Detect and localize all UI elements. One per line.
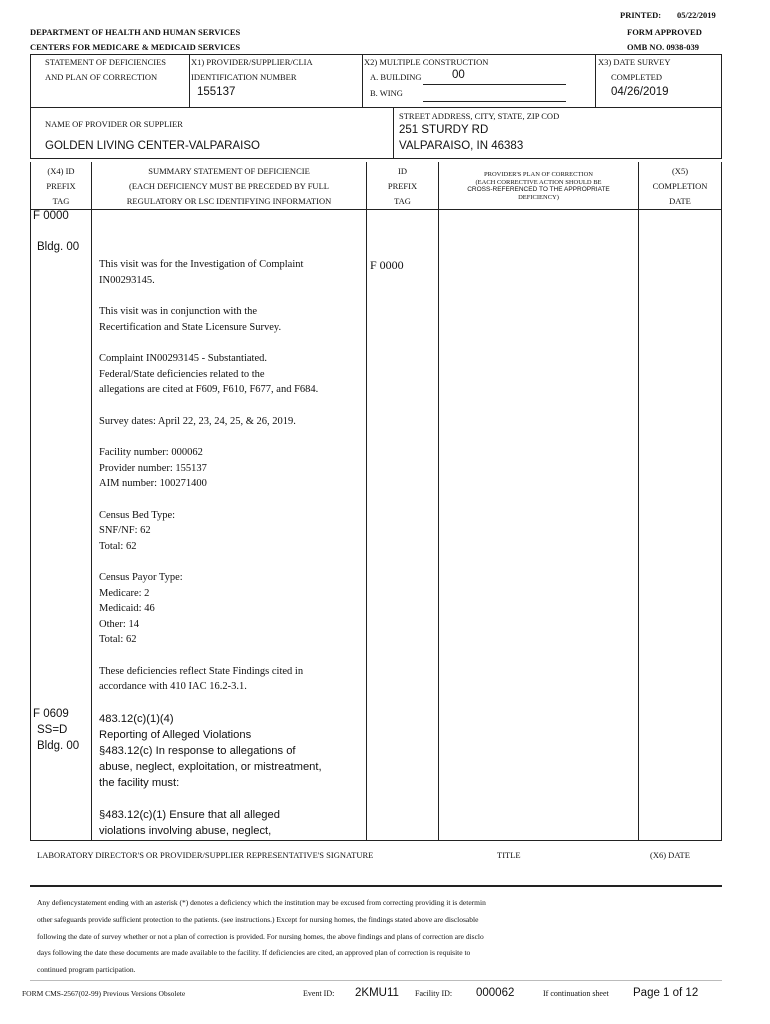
divider	[30, 54, 31, 107]
summary-paragraph	[99, 414, 364, 430]
provider-name-label: NAME OF PROVIDER OR SUPPLIER	[45, 119, 183, 129]
summary-line: Other: 14	[99, 618, 139, 630]
summary-line: Total: 62	[99, 634, 137, 645]
divider	[30, 980, 722, 981]
provider-name-value: GOLDEN LIVING CENTER-VALPARAISO	[45, 140, 260, 152]
wing-label: B. WING	[370, 88, 403, 98]
divider	[30, 158, 722, 159]
disclaimer-text	[37, 895, 486, 979]
summary-paragraph	[99, 807, 364, 839]
disclaimer-line: other safeguards provide sufficient protection to the patients. (see instructions.) Except for nursing homes, the findings stated above are disclosable	[37, 914, 479, 924]
provider-id-value: 155137	[197, 86, 236, 98]
summary-line: violations involving abuse, neglect,	[99, 824, 272, 837]
statement-label-line2: AND PLAN OF CORRECTION	[45, 72, 158, 82]
building-value: 00	[452, 69, 465, 81]
divider	[30, 107, 31, 158]
summary-header-line3: REGULATORY OR LSC IDENTIFYING INFORMATION	[126, 196, 332, 206]
signature-label: LABORATORY DIRECTOR'S OR PROVIDER/SUPPLIER REPRESENTATIVE'S SIGNATURE	[37, 850, 374, 860]
omb-number: OMB NO. 0938-039	[627, 42, 700, 52]
summary-line: Survey dates: April 22, 23, 24, 25, & 26, 2019.	[99, 415, 296, 427]
x4-header-line2: PREFIX	[46, 181, 76, 191]
date-label: (X6) DATE	[650, 850, 690, 860]
column-divider	[638, 162, 639, 841]
summary-paragraph	[99, 570, 364, 648]
table-border-bottom	[30, 840, 722, 841]
continuation-label: If continuation sheet	[543, 989, 609, 998]
facility-id-label: Facility ID:	[415, 989, 453, 998]
id-prefix-tag: F 0000	[370, 258, 404, 272]
summary-line: IN00293145.	[99, 274, 155, 286]
summary-paragraph	[99, 508, 364, 555]
provider-id-label-line1: X1) PROVIDER/SUPPLIER/CLIA	[191, 57, 313, 67]
column-divider	[91, 162, 92, 841]
summary-line: Provider number: 155137	[99, 462, 207, 474]
summary-line: This visit was in conjunction with the	[99, 306, 258, 317]
disclaimer-line: continued program participation.	[37, 965, 136, 975]
x5-header-line1: (X5)	[671, 166, 689, 176]
facility-id-value: 000062	[476, 987, 515, 999]
summary-paragraph	[99, 711, 364, 791]
summary-line: 483.12(c)(1)(4)	[99, 712, 174, 725]
building-tag: Bldg. 00	[37, 740, 80, 752]
multiple-construction-label: X2) MULTIPLE CONSTRUCTION	[364, 57, 489, 67]
wing-underline	[423, 101, 566, 102]
poc-header-line2: (EACH CORRECTIVE ACTION SHOULD BE	[475, 178, 602, 186]
summary-paragraph	[99, 351, 364, 398]
printed-date: 05/22/2019	[677, 10, 716, 20]
city-state-zip-value: VALPARAISO, IN 46383	[399, 140, 524, 152]
summary-line: These deficiencies reflect State Findings cited in	[99, 665, 304, 677]
summary-line: accordance with 410 IAC 16.2-3.1.	[99, 681, 247, 692]
summary-line: Medicaid: 46	[99, 603, 155, 614]
summary-line: Complaint IN00293145 - Substantiated.	[99, 353, 267, 364]
table-border-left	[30, 162, 31, 841]
tag-f0000: F 0000	[33, 210, 69, 222]
column-divider	[438, 162, 439, 841]
summary-line: §483.12(c) In response to allegations of	[99, 744, 296, 757]
disclaimer-line: Any defiencystatement ending with an asterisk (*) denotes a deficiency which the institution may be excused from correcting providing it is determin	[37, 898, 486, 907]
summary-line: SNF/NF: 62	[99, 525, 151, 536]
summary-line: AIM number: 100271400	[99, 478, 207, 489]
summary-header-line2: (EACH DEFICIENCY MUST BE PRECEDED BY FULL	[129, 181, 329, 191]
summary-line: the facility must:	[99, 776, 180, 789]
address-label: STREET ADDRESS, CITY, STATE, ZIP COD	[399, 111, 560, 121]
divider	[30, 209, 722, 210]
summary-line: §483.12(c)(1) Ensure that all alleged	[99, 808, 280, 821]
survey-date-value: 04/26/2019	[611, 86, 669, 98]
summary-line: Medicare: 2	[99, 587, 150, 599]
divider	[30, 107, 722, 108]
building-label: A. BUILDING	[370, 72, 422, 82]
divider	[595, 54, 596, 107]
statement-label-line1: STATEMENT OF DEFICIENCIES	[45, 57, 167, 67]
building-tag: Bldg. 00	[37, 241, 80, 253]
department-heading: DEPARTMENT OF HEALTH AND HUMAN SERVICES	[30, 27, 241, 37]
summary-line: Recertification and State Licensure Survey.	[99, 321, 282, 333]
summary-line: Facility number: 000062	[99, 447, 203, 458]
summary-statement	[99, 257, 364, 855]
form-approved-label: FORM APPROVED	[627, 27, 702, 37]
poc-header-line3: CROSS-REFERENCED TO THE APPROPRIATE	[467, 186, 610, 193]
table-border-right	[721, 162, 722, 841]
summary-header-line1: SUMMARY STATEMENT OF DEFICIENCIE	[148, 166, 310, 176]
id-header-line1: ID	[398, 166, 407, 176]
provider-id-label-line2: IDENTIFICATION NUMBER	[191, 72, 297, 82]
divider	[362, 54, 363, 107]
form-number: FORM CMS-2567(02-99) Previous Versions Obsolete	[22, 989, 186, 998]
summary-line: allegations are cited at F609, F610, F677, and F684.	[99, 384, 319, 395]
x5-header-line2: COMPLETION	[652, 181, 708, 191]
event-id-value: 2KMU11	[355, 987, 399, 999]
building-underline	[423, 84, 566, 85]
summary-paragraph	[99, 664, 364, 695]
divider	[721, 107, 722, 158]
summary-line: Census Bed Type:	[99, 509, 176, 521]
signature-underline	[30, 885, 722, 887]
centers-heading: CENTERS FOR MEDICARE & MEDICAID SERVICES	[30, 42, 241, 52]
summary-line: Reporting of Alleged Violations	[99, 728, 252, 741]
summary-line: abuse, neglect, exploitation, or mistreatment,	[99, 760, 322, 773]
date-survey-label-line2: COMPLETED	[611, 72, 662, 82]
plan-of-correction-header	[439, 171, 638, 201]
divider	[393, 107, 394, 158]
disclaimer-line: days following the date these documents are made available to the facility. If deficiencies are cited, an approved plan of correction is requisite to	[37, 948, 471, 958]
tag-f0609: F 0609	[33, 708, 69, 720]
summary-line: Federal/State deficiencies related to the	[99, 368, 265, 380]
poc-header-line1: PROVIDER'S PLAN OF CORRECTION	[484, 171, 593, 178]
tag-f0609-block	[33, 706, 79, 754]
title-label: TITLE	[497, 850, 521, 860]
id-header-line2: PREFIX	[387, 181, 418, 191]
x5-header-line3: DATE	[669, 196, 691, 206]
column-divider	[366, 162, 367, 841]
summary-line: Total: 62	[99, 540, 137, 552]
x4-header-line1: (X4) ID	[47, 166, 75, 176]
summary-line: Census Payor Type:	[99, 572, 183, 583]
divider	[721, 54, 722, 107]
printed-label: PRINTED:	[620, 10, 662, 20]
summary-line: This visit was for the Investigation of Complaint	[99, 259, 304, 270]
divider	[30, 54, 722, 55]
summary-paragraph	[99, 257, 364, 288]
date-survey-label-line1: X3) DATE SURVEY	[598, 57, 671, 67]
summary-paragraph	[99, 445, 364, 492]
divider	[189, 54, 190, 107]
disclaimer-line: following the date of survey whether or not a plan of correction is provided. For nursing homes, the above findings and plans of correction are disclo	[37, 931, 484, 941]
x4-header-line3: TAG	[52, 196, 70, 206]
id-header-line3: TAG	[394, 196, 411, 206]
page-number: Page 1 of 12	[633, 987, 699, 999]
event-id-label: Event ID:	[303, 989, 335, 998]
scope-severity: SS=D	[37, 724, 68, 736]
summary-paragraph	[99, 304, 364, 335]
poc-header-line4: DEFICIENCY)	[518, 193, 559, 201]
street-value: 251 STURDY RD	[399, 124, 489, 136]
